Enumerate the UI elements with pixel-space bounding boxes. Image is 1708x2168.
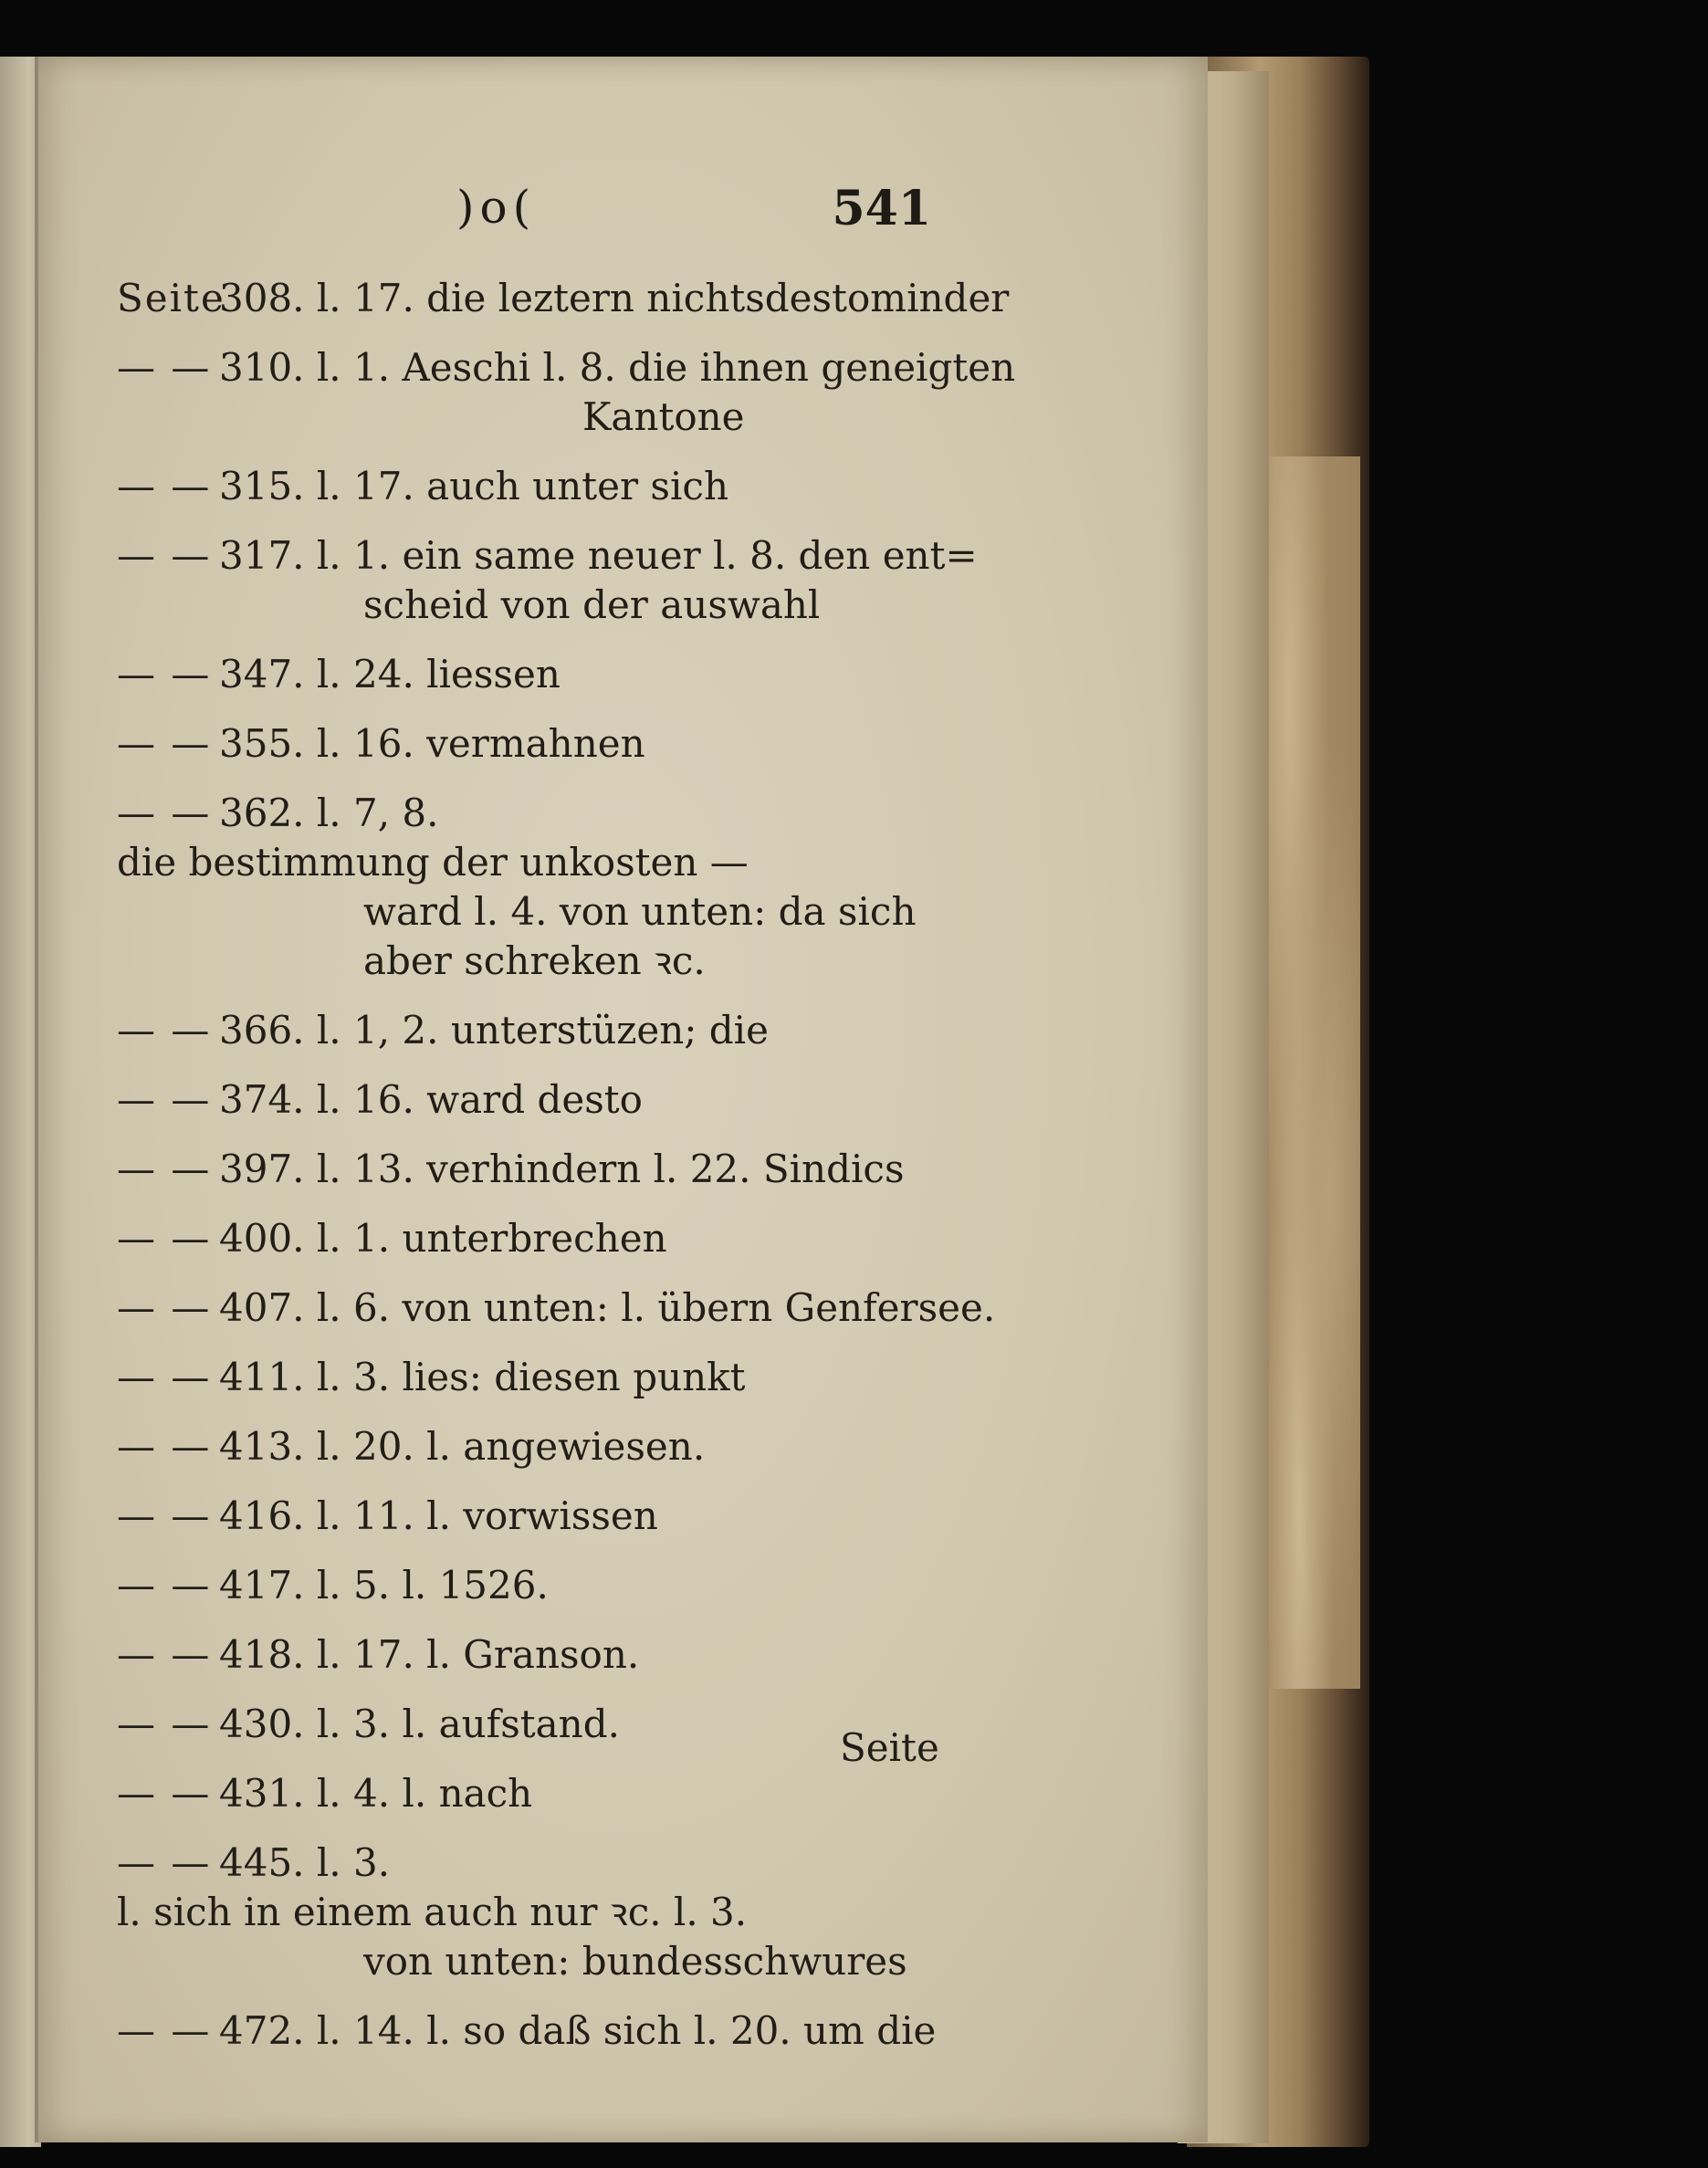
entry-lead: — — bbox=[117, 1355, 212, 1399]
entry-reference: 418. l. 17. bbox=[219, 1632, 414, 1677]
errata-entry bbox=[117, 650, 1030, 699]
entry-reference: 308. l. 17. bbox=[219, 276, 414, 320]
entry-lead: — — bbox=[117, 1216, 212, 1261]
entry-lead: — — bbox=[117, 345, 212, 390]
errata-entry bbox=[117, 1492, 1030, 1541]
entry-lead: — — bbox=[117, 721, 212, 766]
entry-continuation: aber schreken ꝛc. bbox=[363, 938, 706, 983]
entry-reference: 417. l. 5. bbox=[219, 1563, 391, 1608]
errata-entry bbox=[117, 1769, 1030, 1818]
entry-lead: — — bbox=[117, 1563, 212, 1608]
errata-entry bbox=[117, 1422, 1030, 1472]
entry-correction: vermahnen bbox=[426, 721, 645, 766]
entry-reference: 407. l. 6. bbox=[219, 1285, 391, 1330]
page-number: 541 bbox=[832, 181, 931, 236]
errata-entry bbox=[117, 1075, 1030, 1125]
entry-lead: — — bbox=[117, 1077, 212, 1122]
entry-lead: — — bbox=[117, 791, 212, 835]
entry-reference: 413. l. 20. bbox=[219, 1424, 414, 1469]
entry-correction: l. so daß sich l. 20. um die bbox=[426, 2008, 937, 2053]
entry-reference: 355. l. 16. bbox=[219, 721, 414, 766]
entry-correction: l. sich in einem auch nur ꝛc. l. 3. bbox=[117, 1890, 748, 1934]
entry-lead: — — bbox=[117, 652, 212, 696]
entry-continuation: von unten: bundesschwures bbox=[363, 1939, 907, 1984]
entry-lead: — — bbox=[117, 1147, 212, 1191]
folio-ornament: )o( bbox=[456, 181, 537, 234]
entry-lead: — — bbox=[117, 1632, 212, 1677]
errata-entry bbox=[117, 1145, 1030, 1194]
entry-reference: 315. l. 17. bbox=[219, 464, 414, 508]
errata-entry bbox=[117, 719, 1030, 769]
entry-reference: 400. l. 1. bbox=[219, 1216, 391, 1261]
errata-entry bbox=[117, 531, 1030, 630]
entry-correction: ward desto bbox=[426, 1077, 643, 1122]
entry-reference: 374. l. 16. bbox=[219, 1077, 414, 1122]
errata-entry bbox=[117, 274, 1030, 323]
entry-reference: 317. l. 1. bbox=[219, 533, 391, 578]
entry-reference: 445. l. 3. bbox=[219, 1840, 391, 1885]
entry-lead: — — bbox=[117, 1424, 212, 1469]
entry-reference: 416. l. 11. bbox=[219, 1493, 414, 1538]
entry-correction: l. angewiesen. bbox=[426, 1424, 706, 1469]
marbled-cover-pattern bbox=[1260, 456, 1360, 1689]
errata-entry bbox=[117, 1630, 1030, 1680]
entry-correction: l. nach bbox=[402, 1771, 533, 1816]
entry-lead: — — bbox=[117, 1008, 212, 1053]
errata-entry bbox=[117, 1561, 1030, 1610]
entry-lead: Seite bbox=[117, 276, 225, 320]
errata-entry bbox=[117, 343, 1030, 442]
entry-correction: unterbrechen bbox=[402, 1216, 667, 1261]
entry-reference: 362. l. 7, 8. bbox=[219, 791, 439, 835]
errata-entry bbox=[117, 1283, 1030, 1333]
entry-correction: l. 1526. bbox=[402, 1563, 549, 1608]
entry-reference: 430. l. 3. bbox=[219, 1702, 391, 1746]
entry-lead: — — bbox=[117, 1702, 212, 1746]
entry-correction: l. aufstand. bbox=[402, 1702, 620, 1746]
entry-lead: — — bbox=[117, 1840, 212, 1885]
errata-entry bbox=[117, 462, 1030, 511]
entry-correction: l. vorwissen bbox=[426, 1493, 658, 1538]
entry-reference: 347. l. 24. bbox=[219, 652, 414, 696]
entry-correction: die bestimmung der unkosten — bbox=[117, 840, 749, 885]
errata-entry bbox=[117, 1214, 1030, 1263]
entry-correction: Aeschi l. 8. die ihnen geneigten bbox=[402, 345, 1016, 390]
entry-reference: 397. l. 13. bbox=[219, 1147, 414, 1191]
entry-correction: ein same neuer l. 8. den ent= bbox=[402, 533, 978, 578]
entry-reference: 431. l. 4. bbox=[219, 1771, 391, 1816]
entry-reference: 472. l. 14. bbox=[219, 2008, 414, 2053]
entry-continuation: Kantone bbox=[582, 394, 745, 439]
entry-correction: von unten: l. übern Genfersee. bbox=[402, 1285, 996, 1330]
errata-entry bbox=[117, 1006, 1030, 1055]
entry-lead: — — bbox=[117, 464, 212, 508]
entry-lead: — — bbox=[117, 1285, 212, 1330]
entry-correction: l. Granson. bbox=[426, 1632, 640, 1677]
entry-correction: die leztern nichtsdestominder bbox=[426, 276, 1010, 320]
entry-correction: verhindern l. 22. Sindics bbox=[426, 1147, 905, 1191]
entry-correction: unterstüzen; die bbox=[450, 1008, 769, 1053]
entry-reference: 411. l. 3. bbox=[219, 1355, 391, 1399]
entry-reference: 310. l. 1. bbox=[219, 345, 391, 390]
entry-correction: lies: diesen punkt bbox=[402, 1355, 746, 1399]
catchword: Seite bbox=[840, 1725, 939, 1770]
errata-entry bbox=[117, 1353, 1030, 1402]
entry-lead: — — bbox=[117, 533, 212, 578]
entry-continuation: ward l. 4. von unten: da sich bbox=[363, 889, 917, 934]
errata-list bbox=[117, 274, 1030, 2076]
entry-lead: — — bbox=[117, 1771, 212, 1816]
entry-lead: — — bbox=[117, 1493, 212, 1538]
entry-correction: auch unter sich bbox=[426, 464, 728, 508]
running-head bbox=[456, 181, 949, 254]
entry-continuation: scheid von der auswahl bbox=[363, 582, 821, 627]
errata-entry bbox=[117, 789, 1030, 986]
entry-reference: 366. l. 1, 2. bbox=[219, 1008, 439, 1053]
errata-entry bbox=[117, 1838, 1030, 1986]
entry-lead: — — bbox=[117, 2008, 212, 2053]
gutter-line bbox=[35, 57, 38, 2142]
entry-correction: liessen bbox=[426, 652, 561, 696]
errata-entry bbox=[117, 2006, 1030, 2056]
